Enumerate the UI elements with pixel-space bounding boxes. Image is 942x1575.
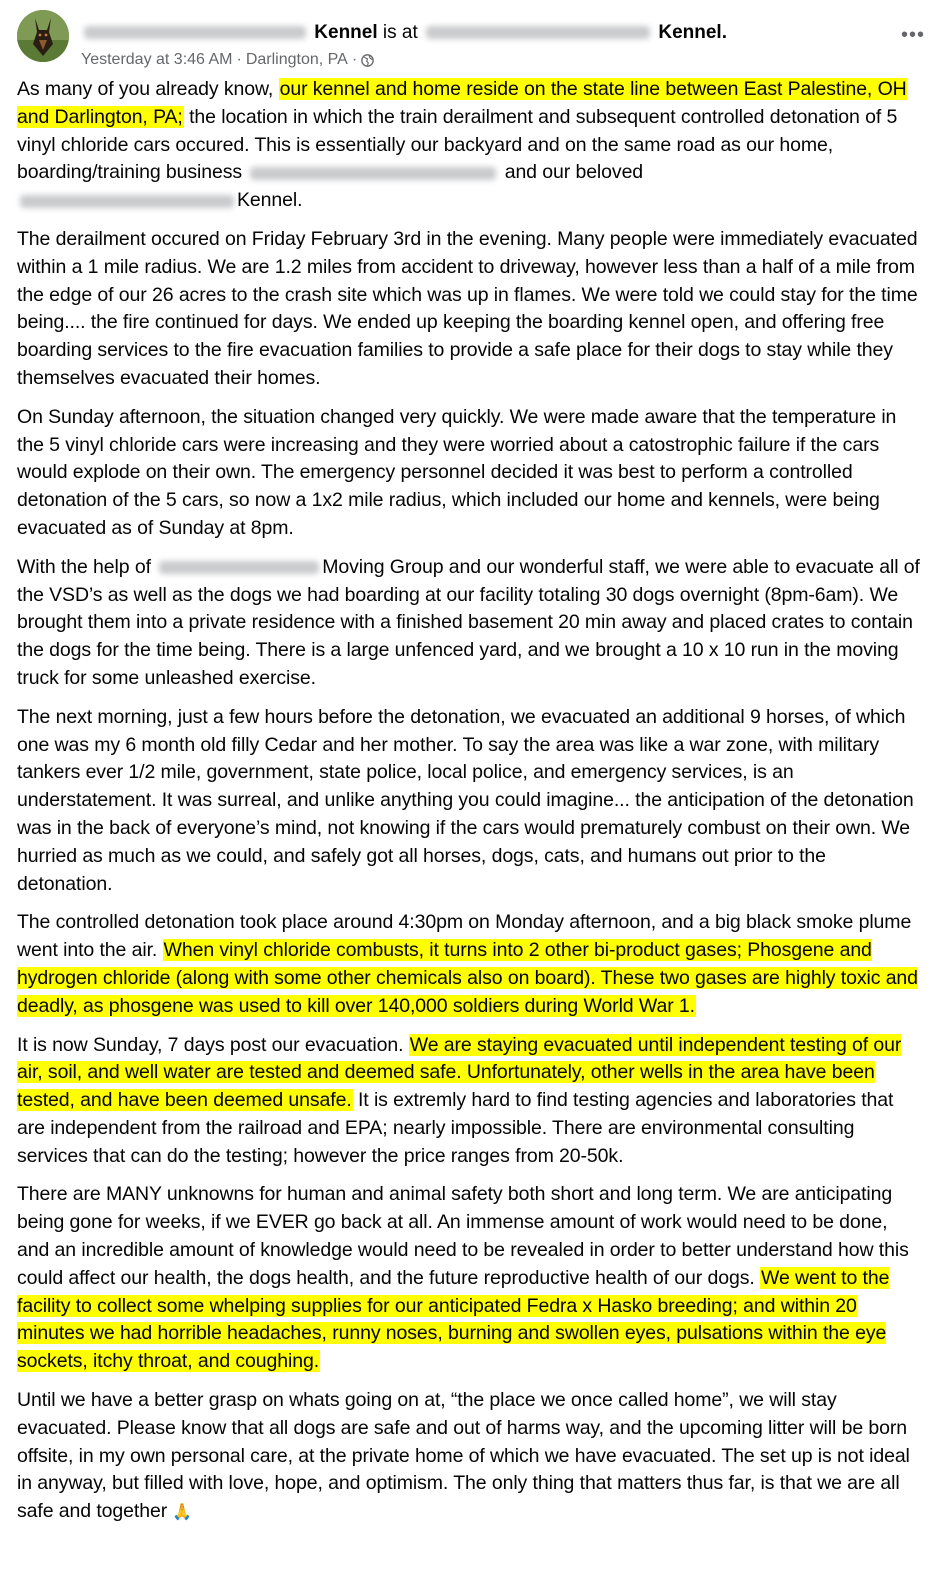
paragraph-6 [17,909,925,1020]
meta-separator: · [236,51,242,68]
p1-highlight: our kennel and home reside on the state line between East Palestine, OH and Darlington, PA; [17,78,907,128]
author-line [81,22,727,44]
p7-text-a: It is now Sunday, 7 days post our evacuation. [17,1033,409,1056]
post-body [17,76,925,1538]
p7-text-b: It is extremly hard to find testing agencies and laboratories that are independent from the railroad and EPA; nearly impossible. There are environmental consulting services that can do the testing; however the price ranges from 20-50k. [17,1089,894,1167]
is-at-text: is at [382,22,418,43]
p6-highlight: When vinyl chloride combusts, it turns into 2 other bi-product gases; Phosgene and hydrogen chloride (along with some other chemicals also on board). These two gases are highly toxic and deadly, as phosgene was used to kill over 140,000 soldiers during World War 1. [17,939,918,1017]
p1-text-c: and our beloved [499,161,644,184]
dog-avatar-icon [17,10,69,62]
post-header [17,10,925,68]
p8-text-a: There are MANY unknowns for human and animal safety both short and long term. We are anticipating being gone for weeks, if we EVER go back at all. An immense amount of work would need to be done, and an incredible amount of knowledge would need to be revealed in order to better understand how this could affect our health, the dogs health, and the future reproductive health of our dogs. [17,1183,909,1289]
redacted-author-name [84,26,306,39]
paragraph-9 [17,1387,925,1527]
paragraph-1 [17,76,925,215]
paragraph-4 [17,554,925,693]
p8-highlight: We went to the facility to collect some whelping supplies for our anticipated Fedra x Hasko breeding; and within 20 minutes we had horrible headaches, runny noses, burning and swollen eyes, pulsations within the eye sockets, itchy throat, and coughing. [17,1266,890,1373]
p9-text-a: Until we have a better grasp on whats going on at, “the place we once called home”, we will stay evacuated. Please know that all dogs are safe and out of harms way, and the upcoming litter will be born offsite, in my own personal care, at the private home of which we have evacuated. The set up is not ideal in anyway, but filled with love, hope, and optimism. The only thing that matters thus far, is that we are all safe and together [17,1389,910,1523]
paragraph-3: On Sunday afternoon, the situation changed very quickly. We were made aware that the temperature in the 5 vinyl chloride cars were increasing and they were worried about a catostrophic failure if the cars would explode on their own. The emergency personnel decided it was best to perform a controlled detonation of the 5 cars, so now a 1x2 mile radius, which included our home and kennels, were being evacuated as of Sunday at 8pm. [17,405,897,539]
p1-text-d: Kennel. [237,189,303,212]
author-name-suffix[interactable]: Kennel [314,22,378,43]
paragraph-2: The derailment occured on Friday February 3rd in the evening. Many people were immediately evacuated within a 1 mile radius. We are 1.2 miles from accident to driveway, however less than a half of a mile from the edge of our 26 acres to the crash site which was up in flames. We were told we could stay for the time being.... the fire continued for days. We ended up keeping the boarding kennel open, and offering free boarding services to the fire evacuation families to provide a safe place for their dogs to stay while they themselves evacuated their homes. [17,227,918,389]
redacted-business-name [250,167,496,180]
post-timestamp[interactable]: Yesterday at 3:46 AM [81,51,233,68]
location-name-suffix[interactable]: Kennel. [658,22,727,43]
p1-text-b: the location in which the train derailment and subsequent controlled detonation of 5 vinyl chloride cars occured. This is essentially our backyard and on the same road as our home, boarding/training business [17,105,898,184]
praying-hands-icon: 🙏 [172,1504,193,1522]
paragraph-8 [17,1181,925,1376]
avatar[interactable] [17,10,69,62]
redacted-moving-company [159,561,319,574]
post-place[interactable]: Darlington, PA [245,51,348,68]
p7-highlight: We are staying evacuated until independent testing of our air, soil, and well water are tested and deemed safe. Unfortunately, other wells in the area have been tested, and have been deemed unsafe. [17,1033,902,1112]
paragraph-7 [17,1032,925,1171]
more-options-button[interactable]: ••• [900,24,925,46]
p1-text-a: As many of you already know, [17,78,279,100]
globe-icon [361,54,374,67]
post-meta [81,51,374,69]
redacted-kennel-name [20,195,234,208]
paragraph-5: The next morning, just a few hours before the detonation, we evacuated an additional 9 horses, of which one was my 6 month old filly Cedar and her mother. To say the area was like a war zone, with military tankers ever 1/2 mile, government, state police, local police, and emergency services, is an understatement. It was surreal, and unlike anything you could imagine... the anticipation of the detonation was in the back of everyone’s mind, not knowing if the cars would prematurely combust on their own. We hurried as much as we could, and safely got all horses, dogs, cats, and humans out prior to the detonation. [17,705,914,895]
p4-text-a: With the help of [17,555,157,578]
redacted-location-name [426,26,650,39]
meta-separator-2: · [351,51,358,68]
p6-text-a: The controlled detonation took place around 4:30pm on Monday afternoon, and a big black smoke plume went into the air. [17,911,912,962]
p4-text-b: Moving Group and our wonderful staff, we were able to evacuate all of the VSD’s as well as the dogs we had boarding at our facility totaling 30 dogs overnight (8pm-6am). We brought them into a private residence with a finished basement 20 min away and placed crates to contain the dogs for the time being. There is a large unfenced yard, and we brought a 10 x 10 run in the moving truck for some unleashed exercise. [17,555,920,689]
